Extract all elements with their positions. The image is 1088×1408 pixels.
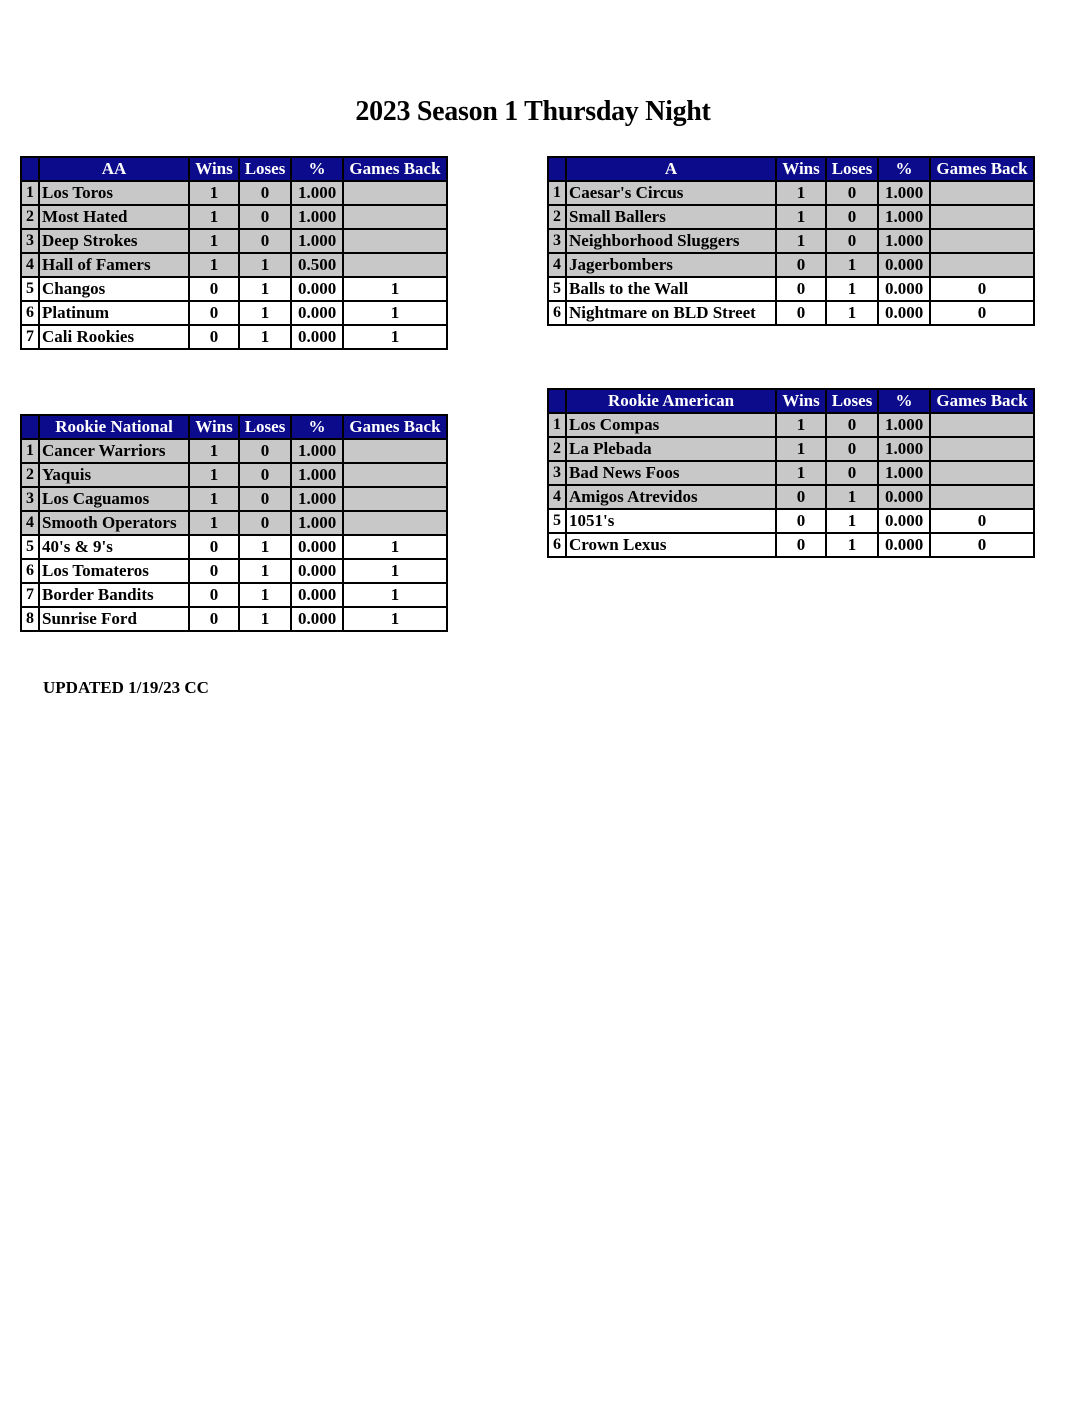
- team-name-cell: Changos: [39, 277, 189, 301]
- pct-cell: 0.000: [878, 253, 930, 277]
- rank-cell: 3: [548, 461, 566, 485]
- rank-cell: 6: [21, 559, 39, 583]
- pct-cell: 0.500: [291, 253, 343, 277]
- team-name-cell: 40's & 9's: [39, 535, 189, 559]
- wins-cell: 1: [189, 463, 239, 487]
- wins-header: Wins: [776, 389, 826, 413]
- team-name-cell: Platinum: [39, 301, 189, 325]
- table-row: [548, 437, 1034, 461]
- rank-cell: 3: [21, 229, 39, 253]
- loses-cell: 1: [239, 535, 291, 559]
- team-name-cell: Smooth Operators: [39, 511, 189, 535]
- wins-cell: 1: [776, 181, 826, 205]
- pct-cell: 1.000: [291, 181, 343, 205]
- wins-header: Wins: [189, 415, 239, 439]
- rank-cell: 8: [21, 607, 39, 631]
- games-back-cell: 1: [343, 583, 447, 607]
- pct-cell: 0.000: [291, 535, 343, 559]
- pct-cell: 0.000: [291, 301, 343, 325]
- table-row: [21, 253, 447, 277]
- pct-cell: 1.000: [878, 229, 930, 253]
- games-back-cell: [343, 229, 447, 253]
- table-row: [21, 511, 447, 535]
- wins-header: Wins: [189, 157, 239, 181]
- table-row: [548, 461, 1034, 485]
- header-row: [548, 389, 1034, 413]
- pct-cell: 1.000: [878, 205, 930, 229]
- games-back-cell: [343, 181, 447, 205]
- pct-cell: 0.000: [878, 533, 930, 557]
- header-row: [21, 157, 447, 181]
- loses-header: Loses: [239, 415, 291, 439]
- wins-cell: 0: [776, 253, 826, 277]
- loses-header: Loses: [239, 157, 291, 181]
- table-row: [21, 229, 447, 253]
- loses-cell: 0: [826, 413, 878, 437]
- team-name-cell: Los Toros: [39, 181, 189, 205]
- rank-cell: 4: [548, 253, 566, 277]
- table-row: [21, 583, 447, 607]
- games-back-cell: 0: [930, 509, 1034, 533]
- games-back-cell: [343, 511, 447, 535]
- rank-cell: 2: [548, 205, 566, 229]
- games-back-cell: [930, 205, 1034, 229]
- division-name: A: [566, 157, 776, 181]
- loses-cell: 1: [239, 301, 291, 325]
- games-back-header: Games Back: [343, 157, 447, 181]
- loses-cell: 0: [239, 181, 291, 205]
- team-name-cell: Cancer Warriors: [39, 439, 189, 463]
- wins-cell: 1: [776, 413, 826, 437]
- wins-cell: 0: [776, 509, 826, 533]
- pct-cell: 1.000: [878, 461, 930, 485]
- division-name: Rookie American: [566, 389, 776, 413]
- rank-cell: 3: [21, 487, 39, 511]
- division-name: AA: [39, 157, 189, 181]
- wins-cell: 1: [776, 437, 826, 461]
- pct-cell: 1.000: [291, 229, 343, 253]
- loses-cell: 0: [826, 229, 878, 253]
- team-name-cell: Bad News Foos: [566, 461, 776, 485]
- table-row: [548, 509, 1034, 533]
- pct-header: %: [291, 157, 343, 181]
- wins-cell: 1: [189, 205, 239, 229]
- pct-header: %: [878, 389, 930, 413]
- rank-cell: 5: [548, 277, 566, 301]
- wins-cell: 1: [189, 439, 239, 463]
- rank-header: [548, 157, 566, 181]
- games-back-cell: 1: [343, 607, 447, 631]
- games-back-cell: [930, 229, 1034, 253]
- team-name-cell: Los Compas: [566, 413, 776, 437]
- games-back-cell: [343, 439, 447, 463]
- rank-cell: 2: [548, 437, 566, 461]
- team-name-cell: Cali Rookies: [39, 325, 189, 349]
- team-name-cell: Most Hated: [39, 205, 189, 229]
- team-name-cell: Small Ballers: [566, 205, 776, 229]
- table-row: [548, 485, 1034, 509]
- pct-cell: 0.000: [291, 325, 343, 349]
- team-name-cell: Neighborhood Sluggers: [566, 229, 776, 253]
- table-row: [548, 413, 1034, 437]
- wins-cell: 1: [189, 511, 239, 535]
- table-row: [21, 607, 447, 631]
- loses-cell: 1: [826, 509, 878, 533]
- loses-cell: 1: [826, 485, 878, 509]
- rank-cell: 3: [548, 229, 566, 253]
- table-row: [21, 277, 447, 301]
- pct-cell: 0.000: [878, 301, 930, 325]
- rank-cell: 5: [21, 277, 39, 301]
- rank-cell: 1: [548, 413, 566, 437]
- rank-cell: 1: [548, 181, 566, 205]
- loses-cell: 1: [239, 607, 291, 631]
- team-name-cell: Border Bandits: [39, 583, 189, 607]
- games-back-cell: [930, 181, 1034, 205]
- table-row: [21, 487, 447, 511]
- games-back-cell: 0: [930, 301, 1034, 325]
- team-name-cell: Sunrise Ford: [39, 607, 189, 631]
- wins-cell: 1: [189, 253, 239, 277]
- pct-cell: 0.000: [878, 509, 930, 533]
- loses-header: Loses: [826, 389, 878, 413]
- pct-cell: 1.000: [291, 511, 343, 535]
- table-row: [21, 535, 447, 559]
- pct-cell: 1.000: [878, 437, 930, 461]
- rank-header: [21, 157, 39, 181]
- table-row: [21, 181, 447, 205]
- loses-cell: 0: [239, 205, 291, 229]
- wins-cell: 0: [189, 607, 239, 631]
- team-name-cell: Crown Lexus: [566, 533, 776, 557]
- games-back-header: Games Back: [930, 389, 1034, 413]
- wins-header: Wins: [776, 157, 826, 181]
- team-name-cell: Jagerbombers: [566, 253, 776, 277]
- team-name-cell: Balls to the Wall: [566, 277, 776, 301]
- loses-cell: 0: [826, 205, 878, 229]
- wins-cell: 1: [189, 181, 239, 205]
- rank-cell: 2: [21, 205, 39, 229]
- games-back-cell: [343, 487, 447, 511]
- rank-cell: 1: [21, 439, 39, 463]
- loses-cell: 1: [239, 325, 291, 349]
- wins-cell: 0: [776, 533, 826, 557]
- loses-cell: 1: [826, 301, 878, 325]
- pct-cell: 1.000: [291, 439, 343, 463]
- rank-cell: 4: [21, 253, 39, 277]
- pct-cell: 1.000: [878, 413, 930, 437]
- wins-cell: 1: [776, 229, 826, 253]
- table-row: [548, 533, 1034, 557]
- table-row: [21, 463, 447, 487]
- pct-cell: 0.000: [291, 277, 343, 301]
- wins-cell: 1: [189, 487, 239, 511]
- games-back-cell: 1: [343, 535, 447, 559]
- wins-cell: 0: [776, 301, 826, 325]
- loses-cell: 0: [239, 463, 291, 487]
- table-row: [548, 229, 1034, 253]
- games-back-cell: [930, 413, 1034, 437]
- wins-cell: 1: [776, 461, 826, 485]
- rank-header: [548, 389, 566, 413]
- rank-cell: 1: [21, 181, 39, 205]
- games-back-cell: 1: [343, 559, 447, 583]
- team-name-cell: Amigos Atrevidos: [566, 485, 776, 509]
- team-name-cell: Los Tomateros: [39, 559, 189, 583]
- header-row: [21, 415, 447, 439]
- table-row: [21, 325, 447, 349]
- table-row: [21, 439, 447, 463]
- loses-cell: 0: [826, 461, 878, 485]
- table-row: [548, 205, 1034, 229]
- pct-header: %: [291, 415, 343, 439]
- loses-cell: 0: [826, 437, 878, 461]
- rank-cell: 5: [548, 509, 566, 533]
- rank-cell: 4: [548, 485, 566, 509]
- wins-cell: 0: [189, 559, 239, 583]
- team-name-cell: La Plebada: [566, 437, 776, 461]
- games-back-cell: [930, 461, 1034, 485]
- rank-cell: 6: [548, 301, 566, 325]
- wins-cell: 0: [776, 277, 826, 301]
- rank-cell: 2: [21, 463, 39, 487]
- wins-cell: 1: [189, 229, 239, 253]
- loses-header: Loses: [826, 157, 878, 181]
- wins-cell: 0: [189, 535, 239, 559]
- games-back-cell: [930, 253, 1034, 277]
- games-back-cell: 0: [930, 277, 1034, 301]
- games-back-header: Games Back: [343, 415, 447, 439]
- pct-cell: 1.000: [291, 487, 343, 511]
- games-back-cell: [343, 205, 447, 229]
- rank-cell: 4: [21, 511, 39, 535]
- team-name-cell: Nightmare on BLD Street: [566, 301, 776, 325]
- standings-table-aa: [20, 156, 448, 350]
- rank-header: [21, 415, 39, 439]
- table-row: [548, 301, 1034, 325]
- loses-cell: 1: [826, 253, 878, 277]
- pct-cell: 0.000: [291, 607, 343, 631]
- pct-cell: 0.000: [878, 277, 930, 301]
- loses-cell: 1: [826, 533, 878, 557]
- table-row: [548, 253, 1034, 277]
- loses-cell: 1: [826, 277, 878, 301]
- games-back-cell: 1: [343, 277, 447, 301]
- games-back-cell: [343, 253, 447, 277]
- pct-cell: 0.000: [878, 485, 930, 509]
- loses-cell: 0: [239, 511, 291, 535]
- games-back-cell: 1: [343, 325, 447, 349]
- team-name-cell: Los Caguamos: [39, 487, 189, 511]
- pct-cell: 1.000: [291, 205, 343, 229]
- games-back-cell: [930, 485, 1034, 509]
- wins-cell: 1: [776, 205, 826, 229]
- standings-table-rookie-national: [20, 414, 448, 632]
- wins-cell: 0: [189, 277, 239, 301]
- table-row: [21, 559, 447, 583]
- loses-cell: 0: [239, 439, 291, 463]
- standings-table-a: [547, 156, 1035, 326]
- rank-cell: 5: [21, 535, 39, 559]
- wins-cell: 0: [189, 583, 239, 607]
- loses-cell: 0: [239, 487, 291, 511]
- games-back-cell: [343, 463, 447, 487]
- games-back-header: Games Back: [930, 157, 1034, 181]
- wins-cell: 0: [776, 485, 826, 509]
- wins-cell: 0: [189, 301, 239, 325]
- rank-cell: 6: [548, 533, 566, 557]
- rank-cell: 6: [21, 301, 39, 325]
- table-row: [548, 181, 1034, 205]
- division-name: Rookie National: [39, 415, 189, 439]
- games-back-cell: [930, 437, 1034, 461]
- loses-cell: 1: [239, 253, 291, 277]
- team-name-cell: Yaquis: [39, 463, 189, 487]
- loses-cell: 1: [239, 559, 291, 583]
- pct-cell: 0.000: [291, 583, 343, 607]
- games-back-cell: 1: [343, 301, 447, 325]
- rank-cell: 7: [21, 583, 39, 607]
- wins-cell: 0: [189, 325, 239, 349]
- pct-header: %: [878, 157, 930, 181]
- table-row: [21, 205, 447, 229]
- pct-cell: 0.000: [291, 559, 343, 583]
- page-title: 2023 Season 1 Thursday Night: [355, 96, 711, 127]
- rank-cell: 7: [21, 325, 39, 349]
- updated-note: UPDATED 1/19/23 CC: [43, 678, 209, 697]
- table-row: [21, 301, 447, 325]
- loses-cell: 1: [239, 277, 291, 301]
- team-name-cell: 1051's: [566, 509, 776, 533]
- team-name-cell: Deep Strokes: [39, 229, 189, 253]
- pct-cell: 1.000: [291, 463, 343, 487]
- games-back-cell: 0: [930, 533, 1034, 557]
- team-name-cell: Caesar's Circus: [566, 181, 776, 205]
- pct-cell: 1.000: [878, 181, 930, 205]
- loses-cell: 0: [826, 181, 878, 205]
- standings-table-rookie-american: [547, 388, 1035, 558]
- loses-cell: 0: [239, 229, 291, 253]
- loses-cell: 1: [239, 583, 291, 607]
- team-name-cell: Hall of Famers: [39, 253, 189, 277]
- table-row: [548, 277, 1034, 301]
- header-row: [548, 157, 1034, 181]
